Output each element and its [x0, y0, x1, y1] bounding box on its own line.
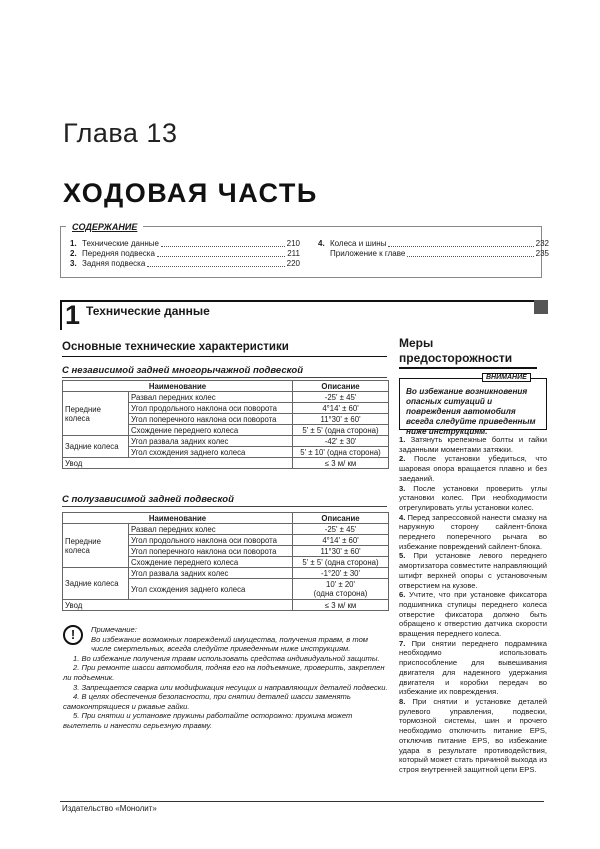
toc-text: Задняя подвеска — [82, 259, 146, 268]
param: Угол продольного наклона оси поворота — [129, 403, 293, 414]
toc-text: Передняя подвеска — [82, 249, 155, 258]
attention-text: Во избежание возникновения опасных ситуаций и повреждения автомобиля всегда следуйте приведенным ниже инструкциям. — [406, 387, 536, 436]
value-cell — [293, 579, 389, 600]
value-note: (одна сторона) — [313, 589, 368, 598]
value: 11°30' ± 60' — [293, 414, 389, 425]
toc-page: 210 — [286, 239, 300, 248]
toc-page: 232 — [535, 239, 549, 248]
note-item: 5. При снятии и установке пружины работайте осторожно: пружина может вылететь и нанести серьезную травму. — [63, 711, 353, 730]
section-number: 1 — [65, 300, 81, 330]
toc-item[interactable] — [318, 239, 549, 249]
toc-item[interactable] — [70, 239, 300, 249]
note-intro: Во избежание возможных повреждений имущества, получения травм, в том числе смертельных, всегда следуйте приведенным ниже инструкциям. — [91, 634, 369, 654]
toc-num: 4. — [318, 239, 325, 248]
toc-text: Колеса и шины — [330, 239, 387, 248]
value: 4°14' ± 60' — [293, 535, 389, 546]
toc-item[interactable] — [318, 249, 549, 259]
precautions-rule — [399, 367, 537, 369]
value: ≤ 3 м/ км — [293, 458, 389, 469]
list-item: 8. При снятии и установке деталей рулевого управления, подвески, тормозной системы, шин и прочего необходимо отключить питание EPS, отключив питание EPS, во избежание удара в результате противодействия, который может стать причиной выхода из строя внутренней защитной цепи EPS. — [399, 696, 547, 774]
note-block — [63, 625, 388, 731]
list-item: 2. После установки убедиться, что шаровая опора вращается плавно и без заеданий. — [399, 454, 547, 483]
note-item: 1. Во избежание получения травм использовать средства индивидуальной защиты. — [73, 653, 380, 663]
note-item: 4. В целях обеспечения безопасности, при снятии деталей шасси заменять самоконтрящиеся и ржавые гайки. — [63, 692, 351, 711]
param: Угол продольного наклона оси поворота — [129, 535, 293, 546]
value: 5' ± 5' (одна сторона) — [293, 425, 389, 436]
col-name: Наименование — [63, 513, 293, 524]
toc-page: 211 — [287, 249, 300, 258]
precautions-title — [399, 336, 512, 366]
section-rule — [60, 300, 538, 302]
value: 4°14' ± 60' — [293, 403, 389, 414]
precautions-list — [399, 435, 547, 775]
param: Увод — [63, 458, 293, 469]
param: Увод — [63, 600, 293, 611]
toc-num: 3. — [70, 259, 77, 268]
list-item: 6. Учтите, что при установке фиксатора подшипника ступицы переднего колеса отверстие фиксатора должно быть обращено к отверстию датчика скорости вращения переднего колеса. — [399, 590, 547, 639]
group-label: Задние колеса — [63, 436, 129, 458]
param: Схождение переднего колеса — [129, 425, 293, 436]
footer-rule — [60, 801, 544, 802]
footer-publisher: Издательство «Монолит» — [62, 804, 157, 813]
toc-label: СОДЕРЖАНИЕ — [66, 222, 143, 232]
col-desc: Описание — [293, 513, 389, 524]
value: 5' ± 5' (одна сторона) — [293, 557, 389, 568]
table2-heading: С полузависимой задней подвеской — [62, 494, 234, 505]
subsection-title: Основные технические характеристики — [62, 341, 289, 353]
param: Развал передних колес — [129, 392, 293, 403]
col-desc: Описание — [293, 381, 389, 392]
toc-num: 2. — [70, 249, 77, 258]
param: Угол развала задних колес — [129, 436, 293, 447]
param: Угол схождения заднего колеса — [129, 447, 293, 458]
toc-text: Технические данные — [82, 239, 160, 248]
note-item: 2. При ремонте шасси автомобиля, подняв его на подъемнике, проверить, закреплен ли подъемник. — [63, 663, 385, 682]
value: -25' ± 45' — [293, 524, 389, 535]
table1-heading: С независимой задней многорычажной подвеской — [62, 365, 304, 376]
value: -25' ± 45' — [293, 392, 389, 403]
subsection-rule — [62, 356, 387, 357]
exclamation-icon: ! — [63, 625, 83, 645]
section-title: Технические данные — [86, 304, 210, 318]
precautions-title-line2: предосторожности — [399, 351, 513, 365]
value: 5' ± 10' (одна сторона) — [293, 447, 389, 458]
param: Угол схождения заднего колеса — [129, 579, 293, 600]
col-name: Наименование — [63, 381, 293, 392]
toc-page: 235 — [535, 249, 549, 258]
group-label: Передние колеса — [63, 392, 129, 436]
toc-num: 1. — [70, 239, 77, 248]
page-title: ХОДОВАЯ ЧАСТЬ — [63, 178, 318, 208]
param: Угол поперечного наклона оси поворота — [129, 546, 293, 557]
value: -42' ± 30' — [293, 436, 389, 447]
group-label: Передние колеса — [63, 524, 129, 568]
param: Развал передних колес — [129, 524, 293, 535]
toc-text: Приложение к главе — [330, 249, 406, 258]
param: Схождение переднего колеса — [129, 557, 293, 568]
precautions-title-line1: Меры — [399, 336, 434, 350]
list-item: 7. При снятии переднего подрамника необходимо использовать приспособление для вывешивания двигателя для надежного удержания двигателя и коробки передач во избежание их повреждения. — [399, 638, 547, 697]
toc-page: 220 — [286, 259, 300, 268]
spec-table-2 — [62, 512, 389, 611]
attention-label: ВНИМАНИЕ — [482, 373, 531, 382]
spec-table-1 — [62, 380, 389, 469]
note-title: Примечание: — [91, 625, 137, 634]
note-item: 3. Запрещается сварка или модификация несущих и направляющих деталей подвески. — [73, 682, 388, 692]
list-item: 3. После установки проверить углы установки колес. При необходимости отрегулировать углы установки колес. — [399, 483, 547, 512]
group-label: Задние колеса — [63, 568, 129, 600]
list-item: 5. При установке левого переднего амортизатора совместите направляющий штифт верхней опоры с установочным отверстием на кузове. — [399, 551, 547, 590]
section-bar — [60, 302, 62, 330]
chapter-label: Глава 13 — [63, 118, 178, 148]
toc-item[interactable] — [70, 259, 300, 269]
value: 11°30' ± 60' — [293, 546, 389, 557]
list-item: 1. Затянуть крепежные болты и гайки заданными моментами затяжки. — [399, 435, 547, 454]
value: -1°20' ± 30' — [293, 568, 389, 579]
param: Угол развала задних колес — [129, 568, 293, 579]
section-marker — [534, 300, 548, 314]
value: ≤ 3 м/ км — [293, 600, 389, 611]
value: 10' ± 20' — [326, 580, 355, 589]
list-item: 4. Перед запрессовкой нанести смазку на наружную сторону сайлент-блока переднего поперечного рычага во избежание повреждений сайлент-блока. — [399, 512, 547, 551]
toc-num — [318, 249, 330, 259]
param: Угол поперечного наклона оси поворота — [129, 414, 293, 425]
toc-item[interactable] — [70, 249, 300, 259]
